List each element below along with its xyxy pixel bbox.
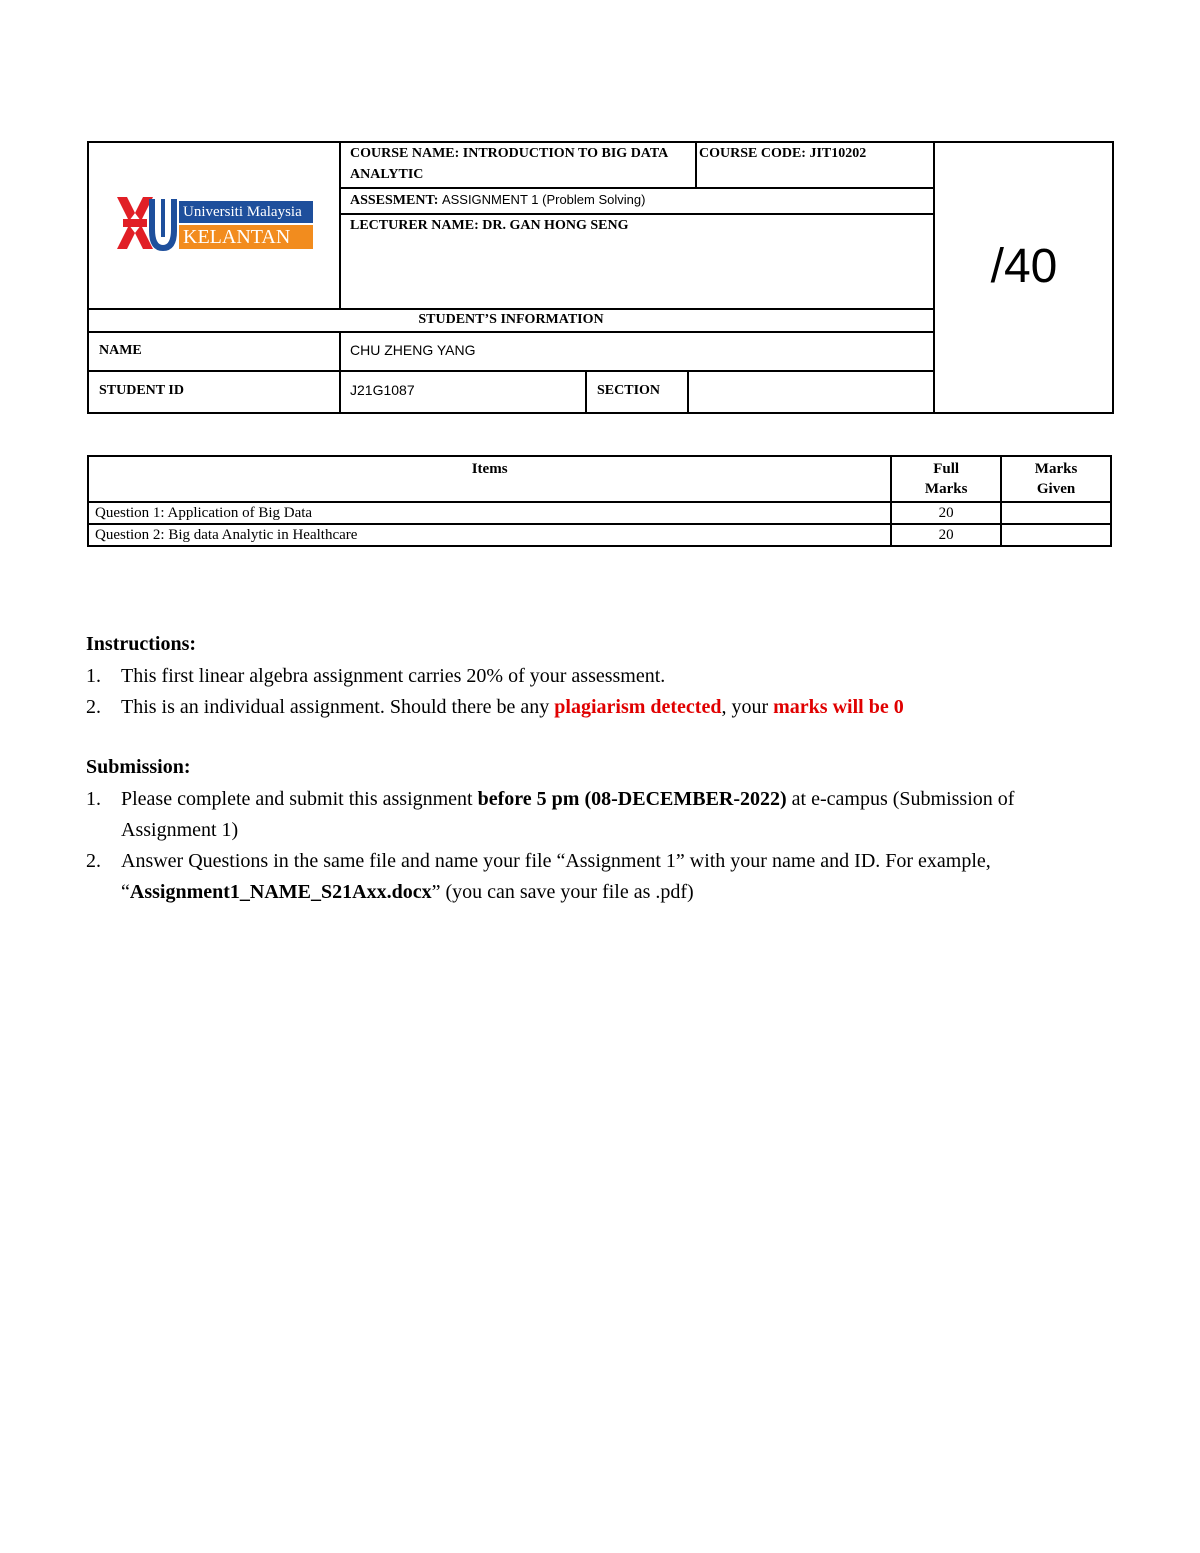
row-marks-given[interactable] — [1001, 502, 1111, 524]
list-text: This first linear algebra assignment carries 20% of your assessment. — [121, 665, 666, 687]
deadline-text: before 5 pm (08-DECEMBER-2022) — [477, 788, 787, 810]
header-marks-given-line2: Given — [1036, 481, 1076, 497]
plagiarism-warning: plagiarism detected — [554, 696, 722, 718]
table-header-row — [88, 456, 1111, 502]
student-info-title: STUDENT’S INFORMATION — [418, 312, 604, 327]
student-id-label: STUDENT ID — [99, 383, 184, 398]
table-row — [88, 502, 1111, 524]
assessment-value: ASSIGNMENT 1 (Problem Solving) — [441, 192, 646, 207]
list-text: This is an individual assignment. Should there be any — [121, 696, 555, 718]
list-number: 1. — [86, 665, 101, 687]
row-full-marks: 20 — [891, 524, 1001, 546]
header-full-marks-line2: Marks — [924, 481, 968, 497]
student-id-value: J21G1087 — [350, 382, 415, 398]
submission-title: Submission: — [86, 756, 191, 778]
list-number: 2. — [86, 696, 101, 718]
list-text: at e-campus (Submission of Assignment 1) — [121, 788, 1015, 841]
course-code: COURSE CODE: JIT10202 — [699, 146, 867, 161]
submission-list — [86, 784, 1086, 908]
instructions-list — [86, 661, 1086, 723]
section-label: SECTION — [597, 383, 661, 398]
assignment-header — [87, 141, 1114, 414]
name-value: CHU ZHENG YANG — [350, 342, 476, 358]
list-item — [86, 692, 1086, 723]
row-item: Question 1: Application of Big Data — [88, 502, 891, 524]
list-number: 1. — [86, 788, 101, 810]
score-total: /40 — [990, 240, 1058, 293]
lecturer-name: LECTURER NAME: DR. GAN HONG SENG — [350, 218, 629, 233]
list-text: ” (you can save your file as .pdf) — [431, 881, 694, 903]
list-text: , your — [721, 696, 774, 718]
header-marks-given — [1001, 456, 1111, 502]
name-label: NAME — [99, 343, 142, 358]
header-full-marks-line1: Full — [933, 461, 960, 477]
list-item — [86, 661, 1086, 692]
assessment-row — [350, 189, 930, 211]
list-text: Answer Questions in the same file and name your file “Assignment 1” with your name and ID. For example, “ — [121, 850, 991, 903]
row-marks-given[interactable] — [1001, 524, 1111, 546]
university-logo — [115, 193, 315, 251]
header-marks-given-line1: Marks — [1034, 461, 1078, 477]
logo-text-line1: Universiti Malaysia — [183, 204, 302, 220]
course-name: COURSE NAME: INTRODUCTION TO BIG DATA ANALYTIC — [350, 146, 668, 182]
list-number: 2. — [86, 850, 101, 872]
row-full-marks: 20 — [891, 502, 1001, 524]
instructions-title: Instructions: — [86, 633, 197, 655]
list-item — [86, 846, 1086, 908]
marks-table — [87, 455, 1112, 547]
logo-text-line2: KELANTAN — [183, 226, 291, 248]
row-item: Question 2: Big data Analytic in Healthcare — [88, 524, 891, 546]
section-value[interactable] — [699, 380, 929, 401]
marks-warning: marks will be 0 — [773, 696, 904, 718]
header-full-marks — [891, 456, 1001, 502]
assessment-label: ASSESMENT: — [350, 193, 439, 208]
list-text: Please complete and submit this assignment — [121, 788, 478, 810]
filename-example: Assignment1_NAME_S21Axx.docx — [129, 881, 432, 903]
table-row — [88, 524, 1111, 546]
header-items: Items — [88, 456, 891, 502]
list-item — [86, 784, 1086, 846]
